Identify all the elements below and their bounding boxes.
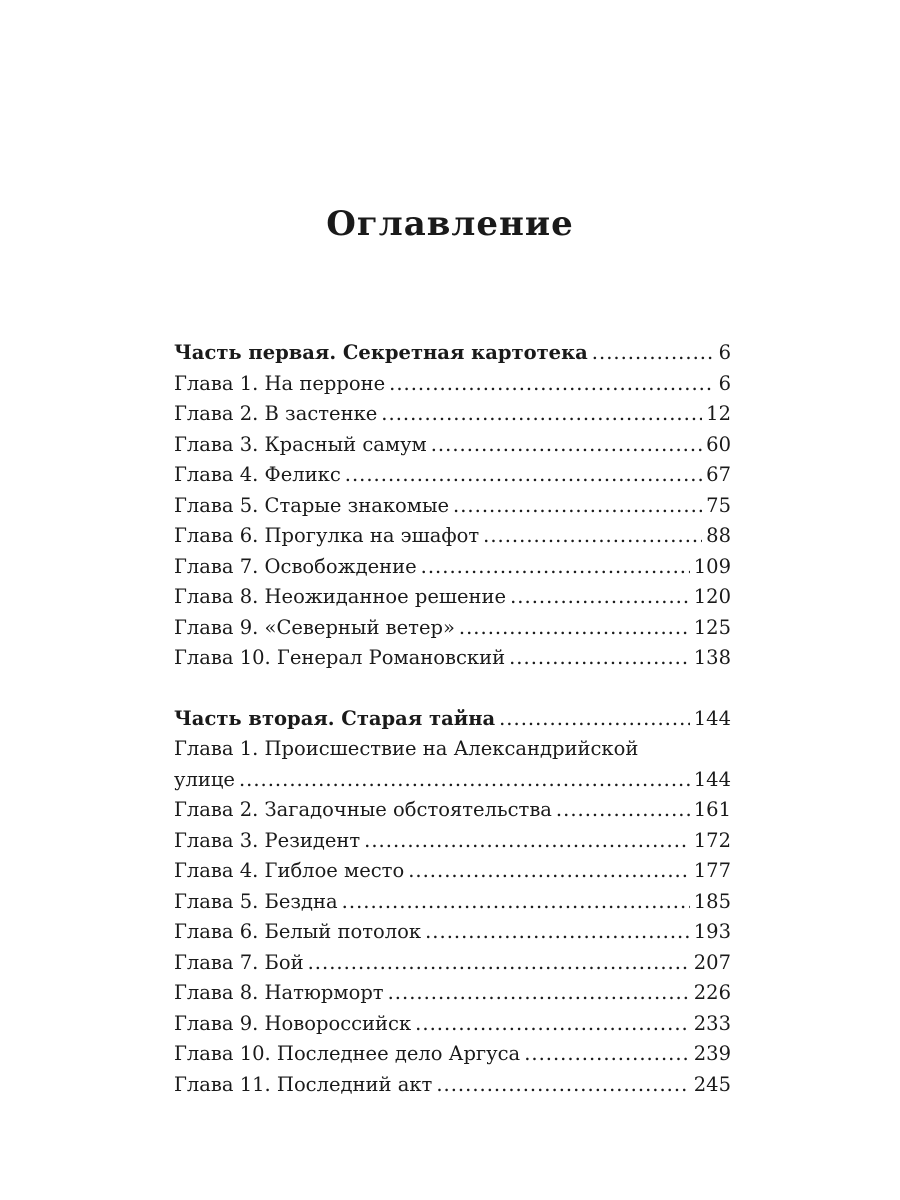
page-number: 12 [706,402,731,425]
toc-entry[interactable] [174,582,731,613]
toc-entry[interactable] [174,460,731,491]
dot-leader [421,552,690,583]
chapter-title: Глава 11. Последний акт [174,1072,433,1096]
chapter-title: Глава 4. Гиблое место [174,859,405,882]
chapter-title: Глава 3. Резидент [174,828,361,852]
dot-leader [389,369,714,400]
page-number: 245 [693,1072,731,1096]
part-heading-2[interactable] [174,704,731,735]
part-heading-1[interactable] [174,338,731,369]
page-number: 6 [718,371,731,395]
page-number: 60 [706,432,731,456]
page-number: 120 [693,585,731,608]
dot-leader [408,856,690,887]
dot-leader [342,887,690,918]
toc-entry[interactable] [174,917,731,948]
toc-entry[interactable] [174,552,731,583]
chapter-title: Глава 7. Освобождение [174,554,417,578]
dot-leader [524,1039,690,1070]
page-number: 226 [693,981,731,1004]
dot-leader [459,613,690,644]
dot-leader [388,978,690,1009]
toc-entry[interactable] [174,887,731,918]
chapter-title: Глава 2. Загадочные обстоятельства [174,798,552,821]
chapter-title: Глава 9. Новороссийск [174,1011,412,1035]
chapter-title: Глава 10. Генерал Романовский [174,646,506,669]
chapter-title: Глава 7. Бой [174,950,304,974]
page-number: 67 [706,463,731,486]
toc-entry-line-2[interactable] [174,765,731,796]
chapter-title: Глава 8. Натюрморт [174,981,384,1004]
page-number: 75 [706,493,731,517]
dot-leader [453,491,702,522]
page-number: 125 [693,615,731,639]
dot-leader [364,826,690,857]
dot-leader [239,765,690,796]
toc-entry[interactable] [174,1009,731,1040]
toc-entry[interactable] [174,399,731,430]
toc-entry[interactable] [174,948,731,979]
chapter-title: Глава 9. «Северный ветер» [174,615,455,639]
page-number: 177 [693,859,731,882]
dot-leader [436,1070,689,1101]
toc-entry[interactable] [174,856,731,887]
page-number: 233 [693,1011,731,1035]
page-number: 109 [693,554,731,578]
toc-entry[interactable] [174,1070,731,1101]
page-number: 6 [718,341,731,364]
toc-entry[interactable] [174,430,731,461]
dot-leader [431,430,702,461]
dot-leader [483,521,702,552]
page-number: 161 [693,798,731,821]
toc-entry[interactable] [174,491,731,522]
toc-entry[interactable] [174,369,731,400]
part-title: Часть вторая. Старая тайна [174,706,496,730]
page-number: 193 [693,920,731,943]
page-number: 88 [706,524,731,547]
toc-entry[interactable] [174,613,731,644]
chapter-title: Глава 8. Неожиданное решение [174,585,507,608]
page-number: 185 [693,889,731,913]
chapter-title: Глава 1. Происшествие на Александрийской [174,737,639,760]
table-of-contents [174,338,731,1100]
toc-entry[interactable] [174,643,731,674]
page-number: 144 [693,767,731,791]
dot-leader [592,338,715,369]
dot-leader [415,1009,690,1040]
dot-leader [556,795,690,826]
dot-leader [499,704,690,735]
page-number: 207 [693,950,731,974]
dot-leader [510,582,690,613]
toc-entry[interactable] [174,521,731,552]
dot-leader [345,460,702,491]
toc-entry[interactable] [174,978,731,1009]
page-number: 144 [693,706,731,730]
page-number: 138 [693,646,731,669]
toc-entry[interactable] [174,795,731,826]
chapter-title: Глава 4. Феликс [174,463,341,486]
dot-leader [381,399,702,430]
part-title: Часть первая. Секретная картотека [174,341,588,364]
chapter-title-continuation: улице [174,767,235,791]
page-number: 172 [693,828,731,852]
chapter-title: Глава 10. Последнее дело Аргуса [174,1042,521,1065]
chapter-title: Глава 6. Прогулка на эшафот [174,524,480,547]
toc-entry[interactable] [174,826,731,857]
chapter-title: Глава 2. В застенке [174,402,378,425]
dot-leader [509,643,690,674]
chapter-title: Глава 5. Старые знакомые [174,493,450,517]
page-number: 239 [693,1042,731,1065]
chapter-title: Глава 5. Бездна [174,889,338,913]
chapter-title: Глава 6. Белый потолок [174,920,422,943]
page-title: Оглавление [326,204,574,244]
chapter-title: Глава 1. На перроне [174,371,386,395]
chapter-title: Глава 3. Красный самум [174,432,427,456]
dot-leader [425,917,690,948]
toc-entry[interactable] [174,1039,731,1070]
dot-leader [308,948,690,979]
toc-entry-line-1[interactable] [174,734,731,765]
